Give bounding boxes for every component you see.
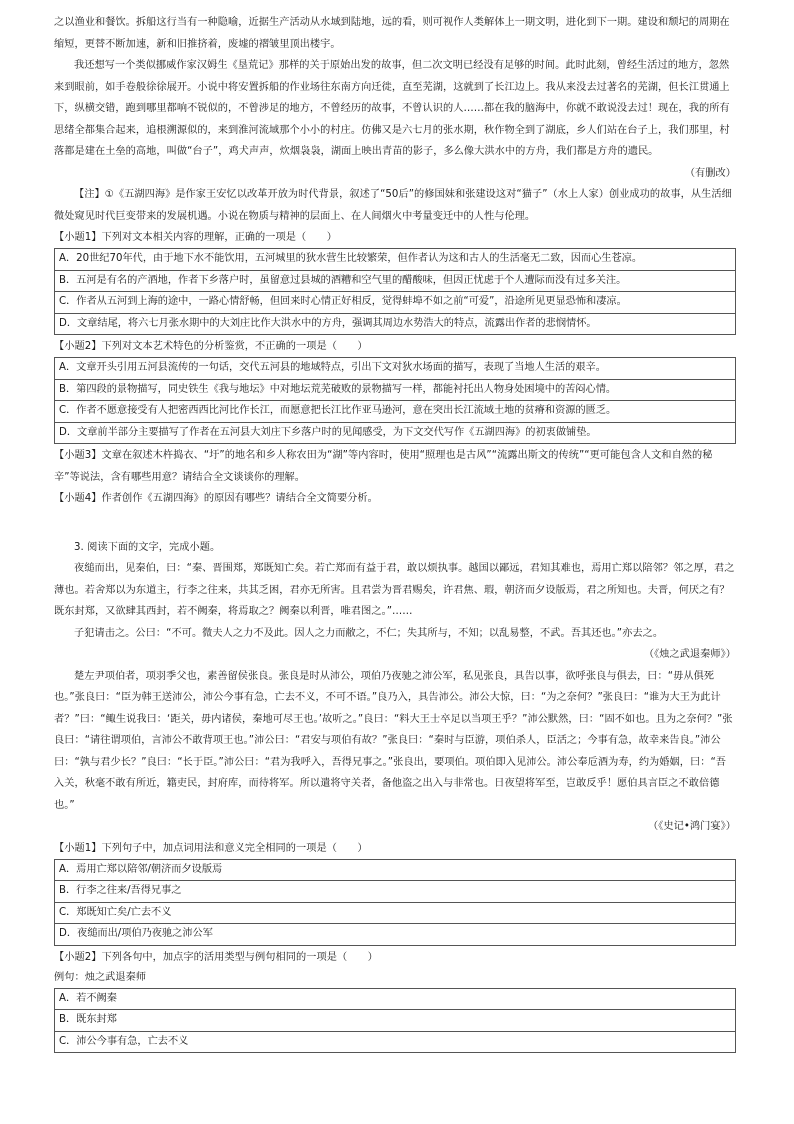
question-stem: 【小题1】下列句子中，加点词用法和意义完全相同的一项是（ ） [54, 842, 368, 854]
option-c[interactable]: C．作者从五河到上海的途中，一路心情舒畅，但回来时心情正好相反，觉得蚌埠不如之前“可爱”，沿途所见更显恐怖和凄凉。 [54, 292, 736, 314]
options-table [54, 357, 736, 444]
document-page [54, 12, 736, 1054]
option-d[interactable]: D．文章前半部分主要描写了作者在五河县大刘庄下乡落户时的见闻感受，为下文交代写作《五湖四海》的初衷做铺垫。 [54, 423, 736, 445]
source-note: （《史记•鸿门宴》） [648, 821, 736, 832]
question-stem: 【小题1】下列对文本相关内容的理解，正确的一项是（ ） [54, 232, 337, 243]
option-b[interactable]: B．行李之往来/吾得兄事之 [54, 881, 736, 903]
option-d[interactable]: D．文章结尾，将六七月张水期中的大刘庄比作大洪水中的方舟，强调其周边水势浩大的特点，流露出作者的悲悯情怀。 [54, 314, 736, 336]
option-b[interactable]: B．第四段的景物描写，同史铁生《我与地坛》中对地坛荒芜破败的景物描写一样，都能衬托出人物身处困境中的苦闷心情。 [54, 380, 736, 402]
option-c[interactable]: C．作者不愿意接受有人把密西西比河比作长江，而愿意把长江比作亚马逊河，意在突出长江流域土地的贫瘠和资源的匮乏。 [54, 401, 736, 423]
option-b[interactable]: B．五河是有名的产酒地，作者下乡落户时，虽留意过县城的酒糟和空气里的醋酸味，但因正忧虑于个人遭际而没有过多关注。 [54, 271, 736, 293]
source-note: （有删改） [684, 167, 736, 179]
footnote: 【注】①《五湖四海》是作家王安忆以改革开放为时代背景，叙述了“50后”的修国妹和张建设这对“猫子”（水上人家）创业成功的故事，从生活细微处窥见时代巨变带来的发展机遇。小说在物质与精神的层面上、在人间烟火中考量变迁中的人性与伦理。 [54, 189, 732, 222]
paragraph: 夜缒而出，见秦伯，曰：“秦、晋围郑，郑既知亡矣。若亡郑而有益于君，敢以烦执事。越国以鄙远，君知其难也，焉用亡郑以陪邻？邻之厚，君之薄也。若舍郑以为东道主，行李之往来，共其乏困，君亦无所害。且君尝为晋君赐矣，许君焦、瑕，朝济而夕设版焉，君之所知也。夫晋，何厌之有？既东封郑，又欲肆其西封，若不阙秦，将焉取之？阙秦以利晋，唯君图之。”…… [54, 563, 735, 617]
option-d[interactable]: D．夜缒而出/项伯乃夜驰之沛公军 [54, 924, 736, 946]
section-title: 3. 阅读下面的文字，完成小题。 [74, 541, 221, 553]
question-stem: 【小题3】文章在叙述木杵捣衣、“圩”的地名和乡人称农田为“湖”等内容时，使用“照理也是古风”“流露出斯文的传统”“更可能包含人文和自然的秘辛”等说法，含有哪些用意？请结合全文谈谈你的理解。 [54, 450, 713, 483]
options-table [54, 248, 736, 335]
example-sentence: 例句：烛之武退秦师 [54, 971, 147, 983]
option-a[interactable]: A．焉用亡郑以陪邻/朝济而夕设版焉 [54, 860, 736, 882]
paragraph: 楚左尹项伯者，项羽季父也，素善留侯张良。张良是时从沛公，项伯乃夜驰之沛公军，私见张良，具告以事，欲呼张良与俱去，曰：“毋从俱死也。”张良曰：“臣为韩王送沛公，沛公今事有急，亡去不义，不可不语。”良乃入，具告沛公。沛公大惊，曰：“为之奈何？”张良曰：“谁为大王为此计者？”曰：“鲰生说我曰：‘距关，毋内诸侯，秦地可尽王也。’故听之。”良曰：“料大王士卒足以当项王乎？”沛公默然，曰：“固不如也。且为之奈何？”张良曰：“请往谓项伯，言沛公不敢背项王也。”沛公曰：“君安与项伯有故？”张良曰：“秦时与臣游，项伯杀人，臣活之；今事有急，故幸来告良。”沛公曰：“孰与君少长？”良曰：“长于臣。”沛公曰：“君为我呼入，吾得兄事之。”张良出，要项伯。项伯即入见沛公。沛公奉卮酒为寿，约为婚姻，曰：“吾入关，秋毫不敢有所近，籍吏民，封府库，而待将军。所以遣将守关者，备他盗之出入与非常也。日夜望将军至，岂敢反乎！愿伯具言臣之不敢倍德也。” [54, 670, 733, 811]
option-c[interactable]: C．沛公今事有急，亡去不义 [54, 1032, 736, 1054]
question-stem: 【小题2】下列对文本艺术特色的分析鉴赏，不正确的一项是（ ） [54, 341, 368, 352]
question-stem: 【小题2】下列各句中，加点字的活用类型与例句相同的一项是（ ） [54, 951, 378, 963]
options-table [54, 859, 736, 946]
option-b[interactable]: B．既东封郑 [54, 1010, 736, 1032]
options-table [54, 988, 736, 1054]
paragraph: 我还想写一个类似挪威作家汉姆生《垦荒记》那样的关于原始出发的故事，但二次文明已经没有足够的时间。此时此刻，曾经生活过的地方，忽然来到眼前，如手卷般徐徐展开。小说中将安置拆船的作业场往东南方向迁徙，直至芜湖，这就到了长江边上。我从来没去过著名的芜湖，但长江贯通上下，纵横交错，跑到哪里都响不锐似的，不曾涉足的地方，不曾经历的故事，不曾认识的人……都在我的脑海中，你就不敢说没去过！现在，我的所有思绪全都集合起来，追根溯源似的，来到淮河流域那个小小的村庄。仿佛又是六七月的张水期，秋作物全到了湖底，乡人们站在台子上，我们那里，村落都是建在土垒的高地，叫做“台子”，鸡犬声声，炊烟袅袅，湖面上映出青苗的影子，多么像大洪水中的方舟，我们都是方舟的遗民。 [54, 60, 730, 157]
option-a[interactable]: A．20世纪70年代，由于地下水不能饮用，五河城里的狄水营生比较繁荣，但作者认为这和古人的生活毫无二致，因而心生苍凉。 [54, 249, 736, 271]
question-stem: 【小题4】作者创作《五湖四海》的原因有哪些？请结合全文简要分析。 [54, 493, 378, 504]
option-c[interactable]: C．郑既知亡矣/亡去不义 [54, 903, 736, 925]
paragraph: 之以渔业和餐饮。拆船这行当有一种隐喻，近据生产活动从水域到陆地，远的看，则可视作人类解体上一期文明，进化到下一期。建设和颓圮的周期在缩短，更替不断加速，新和旧推挤着，废墟的褶皱里顶出楼宇。 [54, 17, 730, 50]
paragraph: 子犯请击之。公曰：“不可。微夫人之力不及此。因人之力而敝之，不仁；失其所与，不知；以乱易整，不武。吾其还也。”亦去之。 [74, 627, 664, 639]
option-a[interactable]: A．若不阙秦 [54, 989, 736, 1011]
source-note: （《烛之武退秦师》） [643, 649, 736, 660]
option-a[interactable]: A．文章开头引用五河县流传的一句话，交代五河县的地域特点，引出下文对狄水场面的描写，表现了当地人生活的艰辛。 [54, 358, 736, 380]
